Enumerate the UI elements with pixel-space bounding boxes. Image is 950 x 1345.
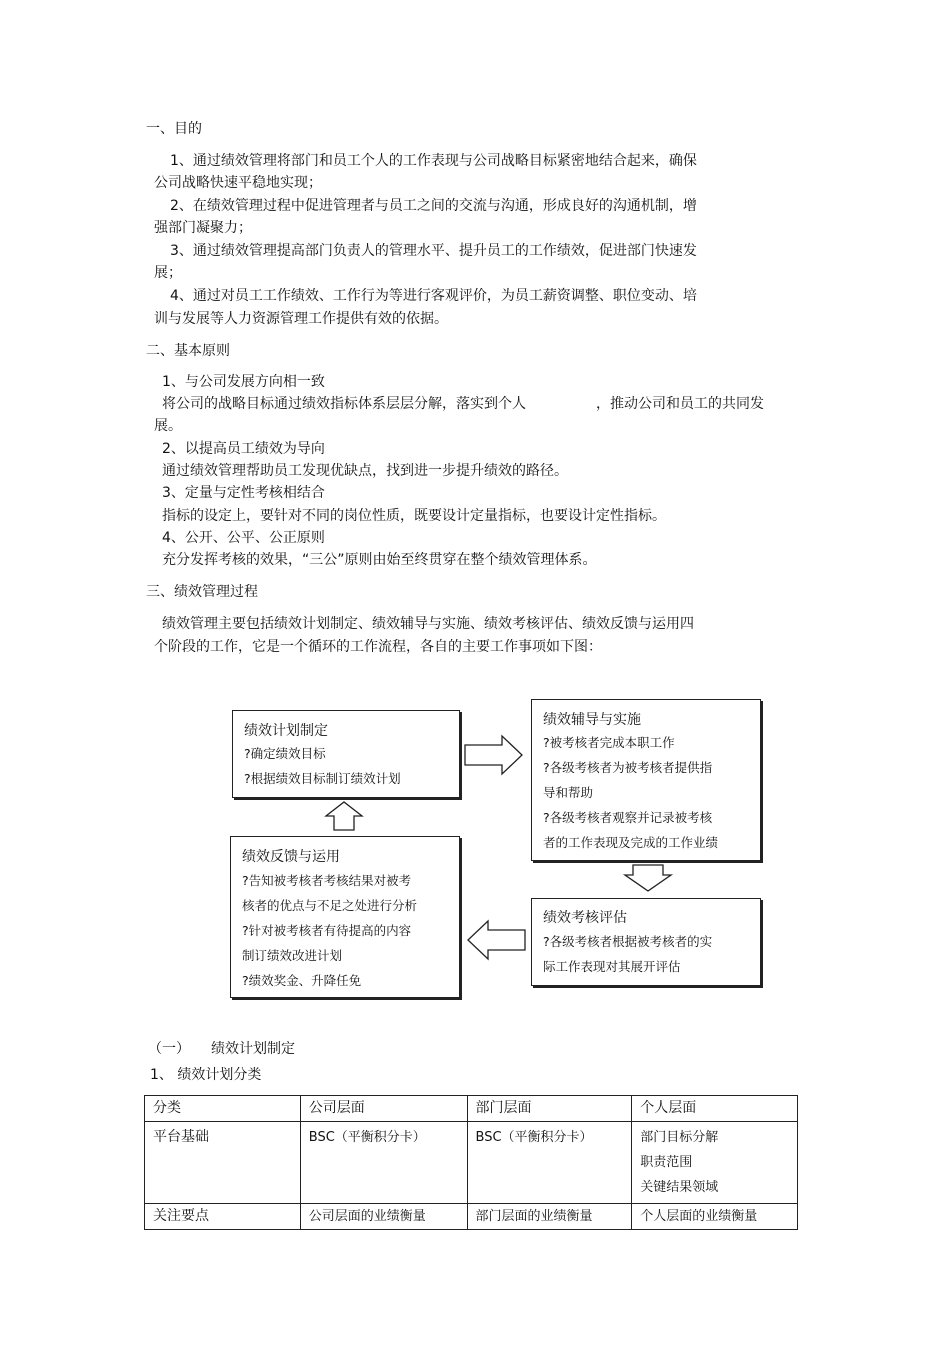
feedback-stage-title: 绩效反馈与运用: [242, 849, 340, 865]
table-cell-line: 部门目标分解: [640, 1130, 719, 1145]
feedback-stage-item: ?针对被考核者有待提高的内容: [242, 923, 412, 938]
table-header-cell: 分类: [145, 1096, 301, 1122]
section-3-intro-cont: 个阶段的工作，它是一个循环的工作流程，各自的主要工作事项如下图：: [154, 639, 602, 655]
plan-stage-item: ?根据绩效目标制订绩效计划: [244, 771, 401, 786]
table-header-cell: 公司层面: [300, 1096, 467, 1122]
principle-1-heading: 1、与公司发展方向相一致: [162, 374, 325, 390]
table-row: [145, 1122, 798, 1204]
table-cell: 个人层面的业绩衡量: [632, 1204, 798, 1230]
down-arrow-icon: [624, 864, 672, 892]
subsection-number: （一）: [148, 1041, 190, 1057]
plan-classification-table: [144, 1095, 798, 1230]
section-2-title: 二、基本原则: [146, 343, 230, 359]
table-cell-label: 平台基础: [145, 1122, 301, 1204]
eval-stage-title: 绩效考核评估: [543, 910, 627, 926]
feedback-stage-item: ?告知被考核者考核结果对被考: [242, 873, 412, 888]
paragraph-line: 4、通过对员工工作绩效、工作行为等进行客观评价，为员工薪资调整、职位变动、培: [170, 288, 697, 304]
paragraph-line: 3、通过绩效管理提高部门负责人的管理水平、提升员工的工作绩效，促进部门快速发: [170, 243, 697, 259]
table-header-cell: 个人层面: [632, 1096, 798, 1122]
feedback-stage-item: ?绩效奖金、升降任免: [242, 973, 362, 988]
coach-stage-item: 者的工作表现及完成的工作业绩: [543, 835, 719, 850]
table-cell: 部门层面的业绩衡量: [467, 1204, 632, 1230]
feedback-stage-item: 制订绩效改进计划: [242, 948, 343, 963]
section-1-title: 一、目的: [146, 121, 202, 137]
left-arrow-icon: [466, 920, 526, 960]
plan-stage-box: [232, 710, 460, 798]
principle-4-body: 充分发挥考核的效果，“三公”原则由始至终贯穿在整个绩效管理体系。: [162, 552, 597, 568]
table-cell: BSC（平衡积分卡）: [300, 1122, 467, 1204]
coach-stage-item: ?各级考核者为被考核者提供指: [543, 760, 713, 775]
eval-stage-item: ?各级考核者根据被考核者的实: [543, 934, 713, 949]
table-cell: 公司层面的业绩衡量: [300, 1204, 467, 1230]
feedback-stage-item: 核者的优点与不足之处进行分析: [242, 898, 418, 913]
principle-1-body-end: 展。: [154, 418, 182, 434]
table-cell-line: 职责范围: [640, 1155, 693, 1170]
principle-3-heading: 3、定量与定性考核相结合: [162, 485, 325, 501]
plan-stage-title: 绩效计划制定: [244, 723, 328, 739]
section-3-title: 三、绩效管理过程: [146, 584, 258, 600]
principle-1-body-cont: ，推动公司和员工的共同发: [596, 396, 764, 412]
table-header-cell: 部门层面: [467, 1096, 632, 1122]
principle-3-body: 指标的设定上，要针对不同的岗位性质，既要设计定量指标，也要设计定性指标。: [162, 508, 666, 524]
right-arrow-icon: [464, 735, 524, 775]
principle-1-body: 将公司的战略目标通过绩效指标体系层层分解，落实到个人: [162, 396, 526, 412]
principle-2-body: 通过绩效管理帮助员工发现优缺点，找到进一步提升绩效的路径。: [162, 463, 568, 479]
plan-stage-item: ?确定绩效目标: [244, 746, 326, 761]
table-cell-label: 关注要点: [145, 1204, 301, 1230]
paragraph-line: 2、在绩效管理过程中促进管理者与员工之间的交流与沟通，形成良好的沟通机制，增: [170, 198, 697, 214]
paragraph-line: 强部门凝聚力；: [154, 220, 252, 236]
coach-stage-title: 绩效辅导与实施: [543, 712, 641, 728]
subsection-title: 绩效计划制定: [211, 1041, 295, 1057]
table-row: [145, 1204, 798, 1230]
eval-stage-item: 际工作表现对其展开评估: [543, 959, 681, 974]
paragraph-line: 展；: [154, 265, 182, 281]
table-cell-personal: [632, 1122, 798, 1204]
section-3-intro: 绩效管理主要包括绩效计划制定、绩效辅导与实施、绩效考核评估、绩效反馈与运用四: [162, 616, 694, 632]
coach-stage-box: [531, 699, 761, 861]
table-cell-line: 关键结果领域: [640, 1180, 719, 1195]
paragraph-line: 1、通过绩效管理将部门和员工个人的工作表现与公司战略目标紧密地结合起来，确保: [170, 153, 697, 169]
paragraph-line: 训与发展等人力资源管理工作提供有效的依据。: [154, 311, 448, 327]
up-arrow-icon: [324, 801, 364, 831]
coach-stage-item: ?各级考核者观察并记录被考核: [543, 810, 713, 825]
principle-4-heading: 4、公开、公平、公正原则: [162, 530, 325, 546]
paragraph-line: 公司战略快速平稳地实现；: [154, 175, 322, 191]
coach-stage-item: 导和帮助: [543, 785, 594, 800]
eval-stage-box: [531, 898, 761, 986]
table-cell: BSC（平衡积分卡）: [467, 1122, 632, 1204]
feedback-stage-box: [230, 836, 460, 998]
table-header-row: [145, 1096, 798, 1122]
subsection-item: 1、 绩效计划分类: [150, 1067, 262, 1083]
principle-2-heading: 2、以提高员工绩效为导向: [162, 441, 325, 457]
coach-stage-item: ?被考核者完成本职工作: [543, 735, 675, 750]
